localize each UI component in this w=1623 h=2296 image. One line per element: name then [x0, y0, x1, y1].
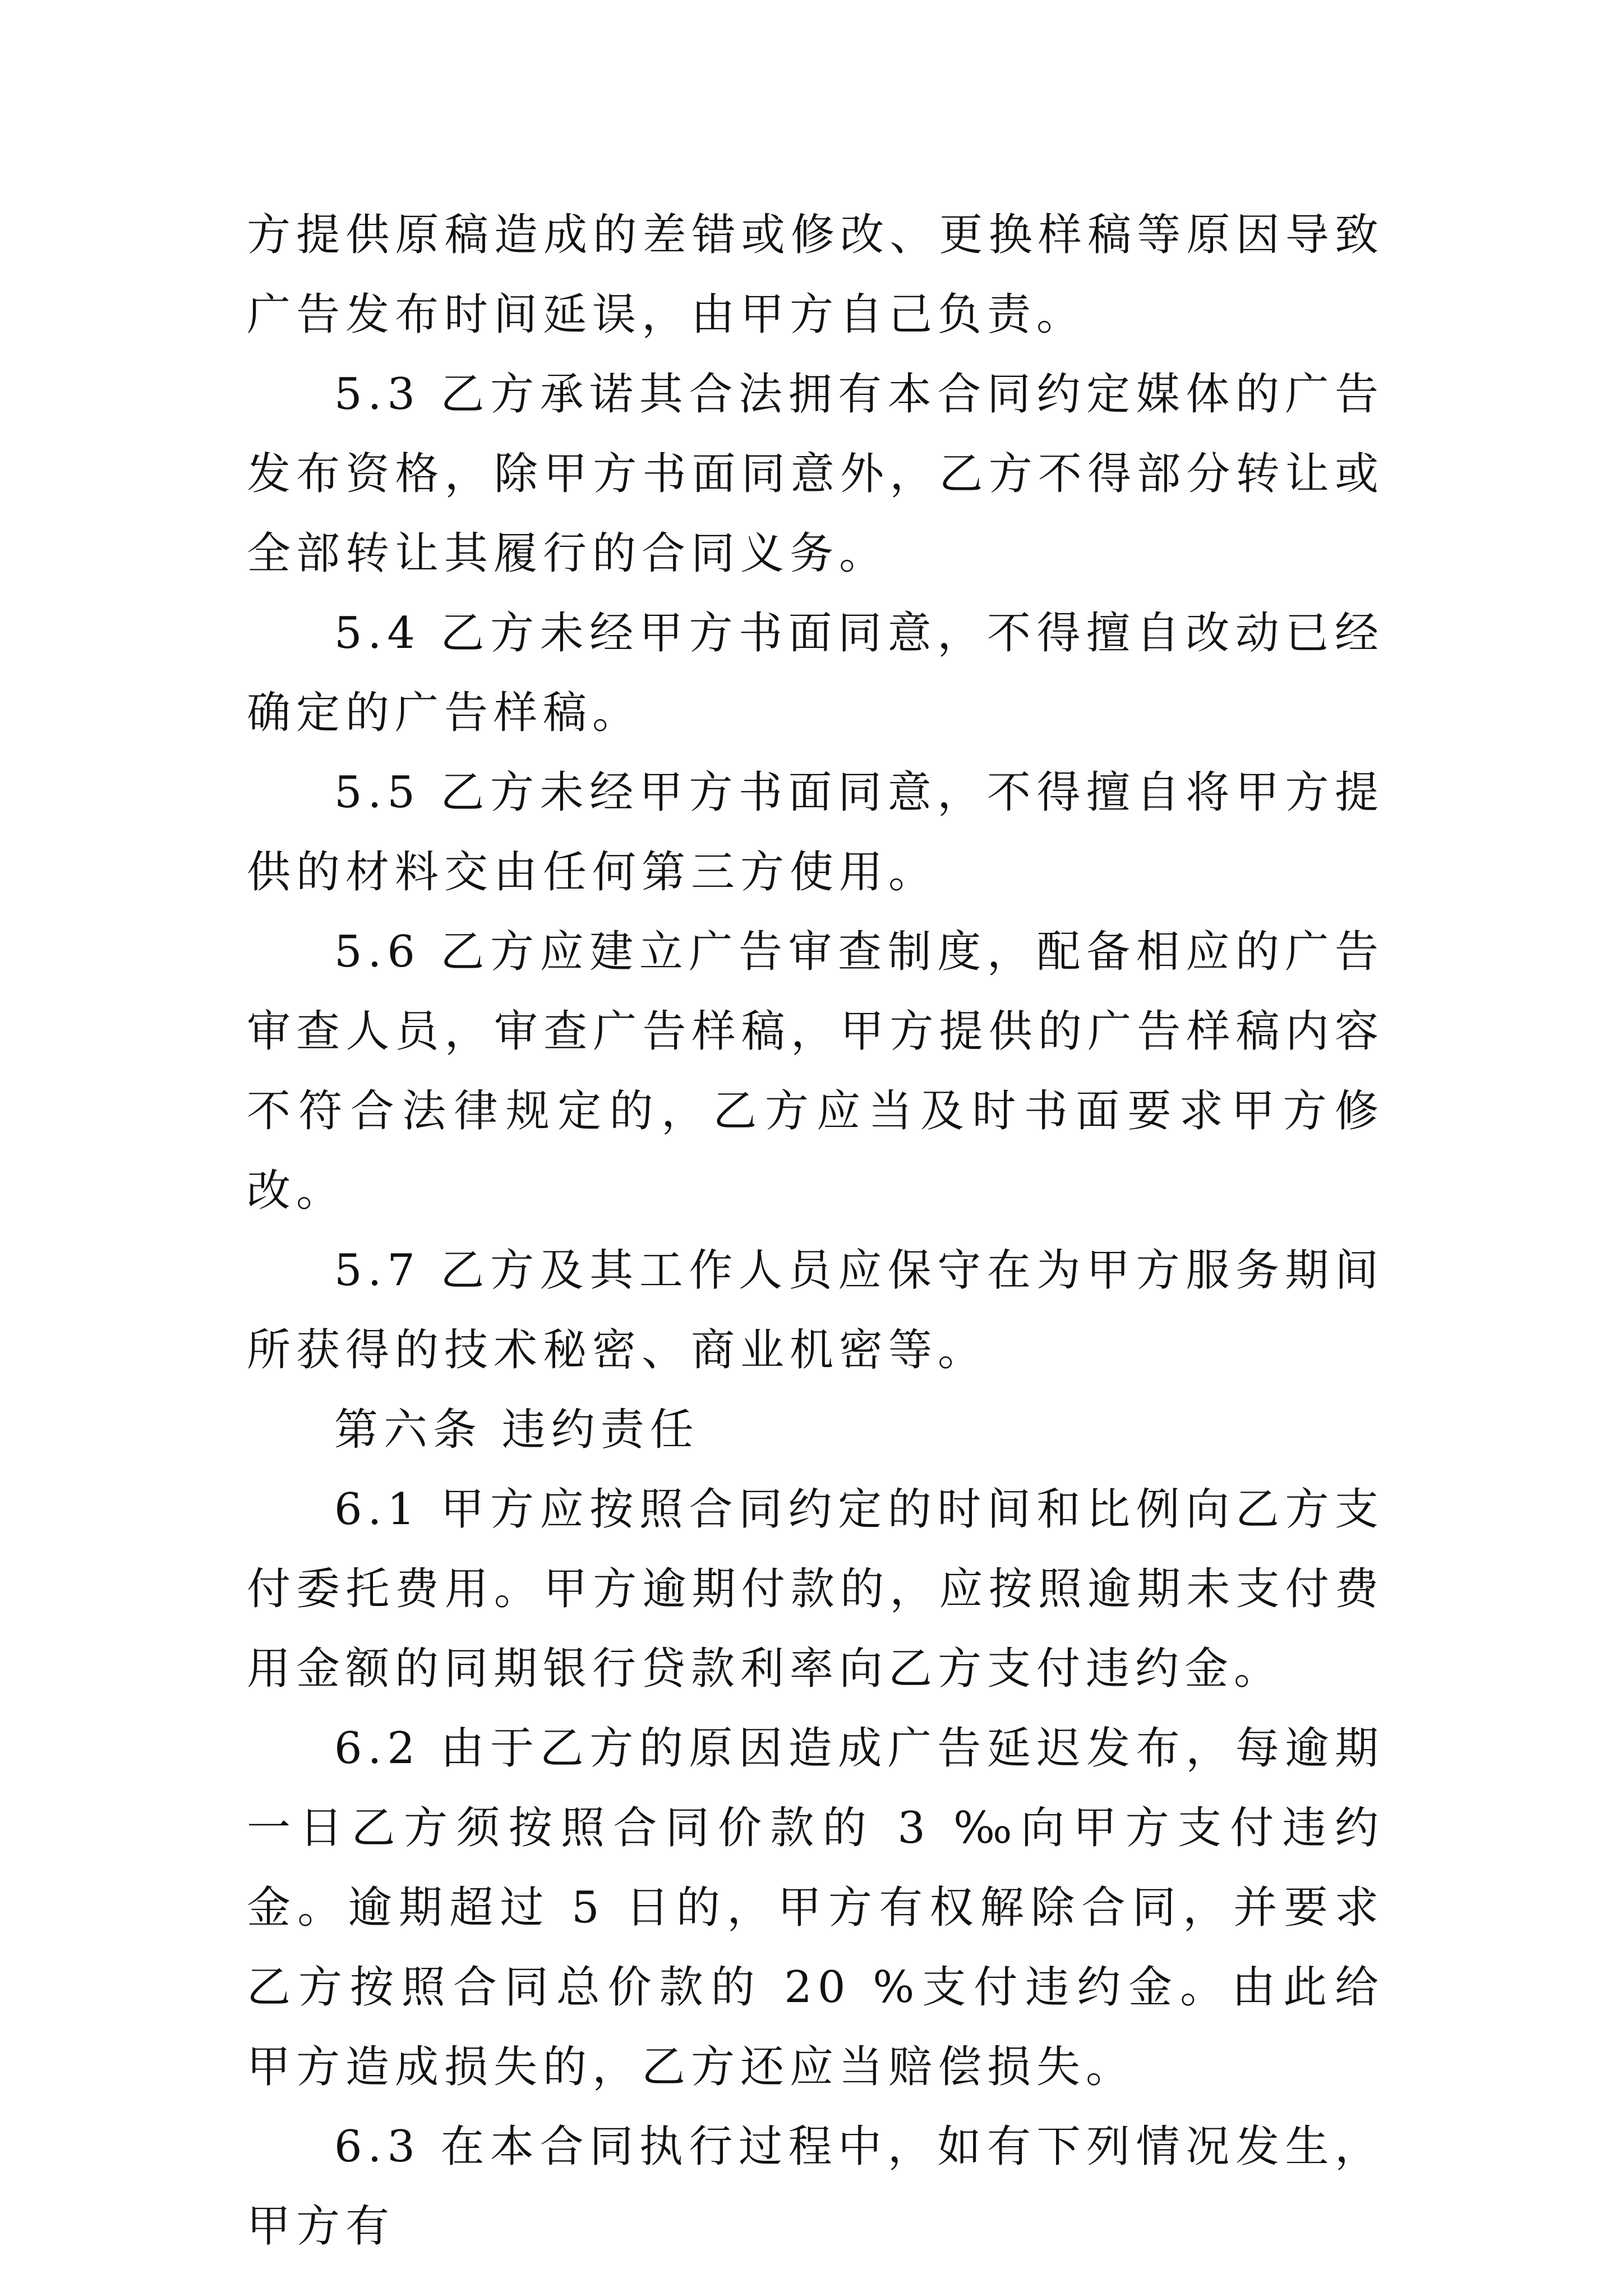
paragraph-5-4: 5.4 乙方未经甲方书面同意，不得擅自改动已经确定的广告样稿。: [247, 608, 1384, 738]
paragraph-6-1: 6.1 甲方应按照合同约定的时间和比例向乙方支付委托费用。甲方逾期付款的，应按照逾期未支付费用金额的同期银行贷款利率向乙方支付违约金。: [247, 1484, 1384, 1694]
paragraph-6-3: 6.3 在本合同执行过程中，如有下列情况发生，甲方有: [247, 2122, 1384, 2252]
paragraph-6-2: 6.2 由于乙方的原因造成广告延迟发布，每逾期一日乙方须按照合同价款的 3 ‰向甲方支付违约金。逾期超过 5 日的，甲方有权解除合同，并要求乙方按照合同总价款的 20 %支付违约金。由此给甲方造成损失的，乙方还应当赔偿损失。: [247, 1723, 1384, 2092]
paragraph-5-7: 5.7 乙方及其工作人员应保守在为甲方服务期间所获得的技术秘密、商业机密等。: [247, 1245, 1384, 1375]
document-body: [247, 195, 1384, 2266]
paragraph-5-3: 5.3 乙方承诺其合法拥有本合同约定媒体的广告发布资格，除甲方书面同意外，乙方不得部分转让或全部转让其履行的合同义务。: [247, 369, 1384, 579]
paragraph-continued: 方提供原稿造成的差错或修改、更换样稿等原因导致广告发布时间延误，由甲方自己负责。: [247, 210, 1384, 340]
paragraph-5-6: 5.6 乙方应建立广告审查制度，配备相应的广告审查人员，审查广告样稿，甲方提供的广告样稿内容不符合法律规定的，乙方应当及时书面要求甲方修改。: [247, 927, 1384, 1216]
paragraph-5-5: 5.5 乙方未经甲方书面同意，不得擅自将甲方提供的材料交由任何第三方使用。: [247, 767, 1384, 898]
article-6-heading: 第六条 违约责任: [334, 1405, 699, 1455]
